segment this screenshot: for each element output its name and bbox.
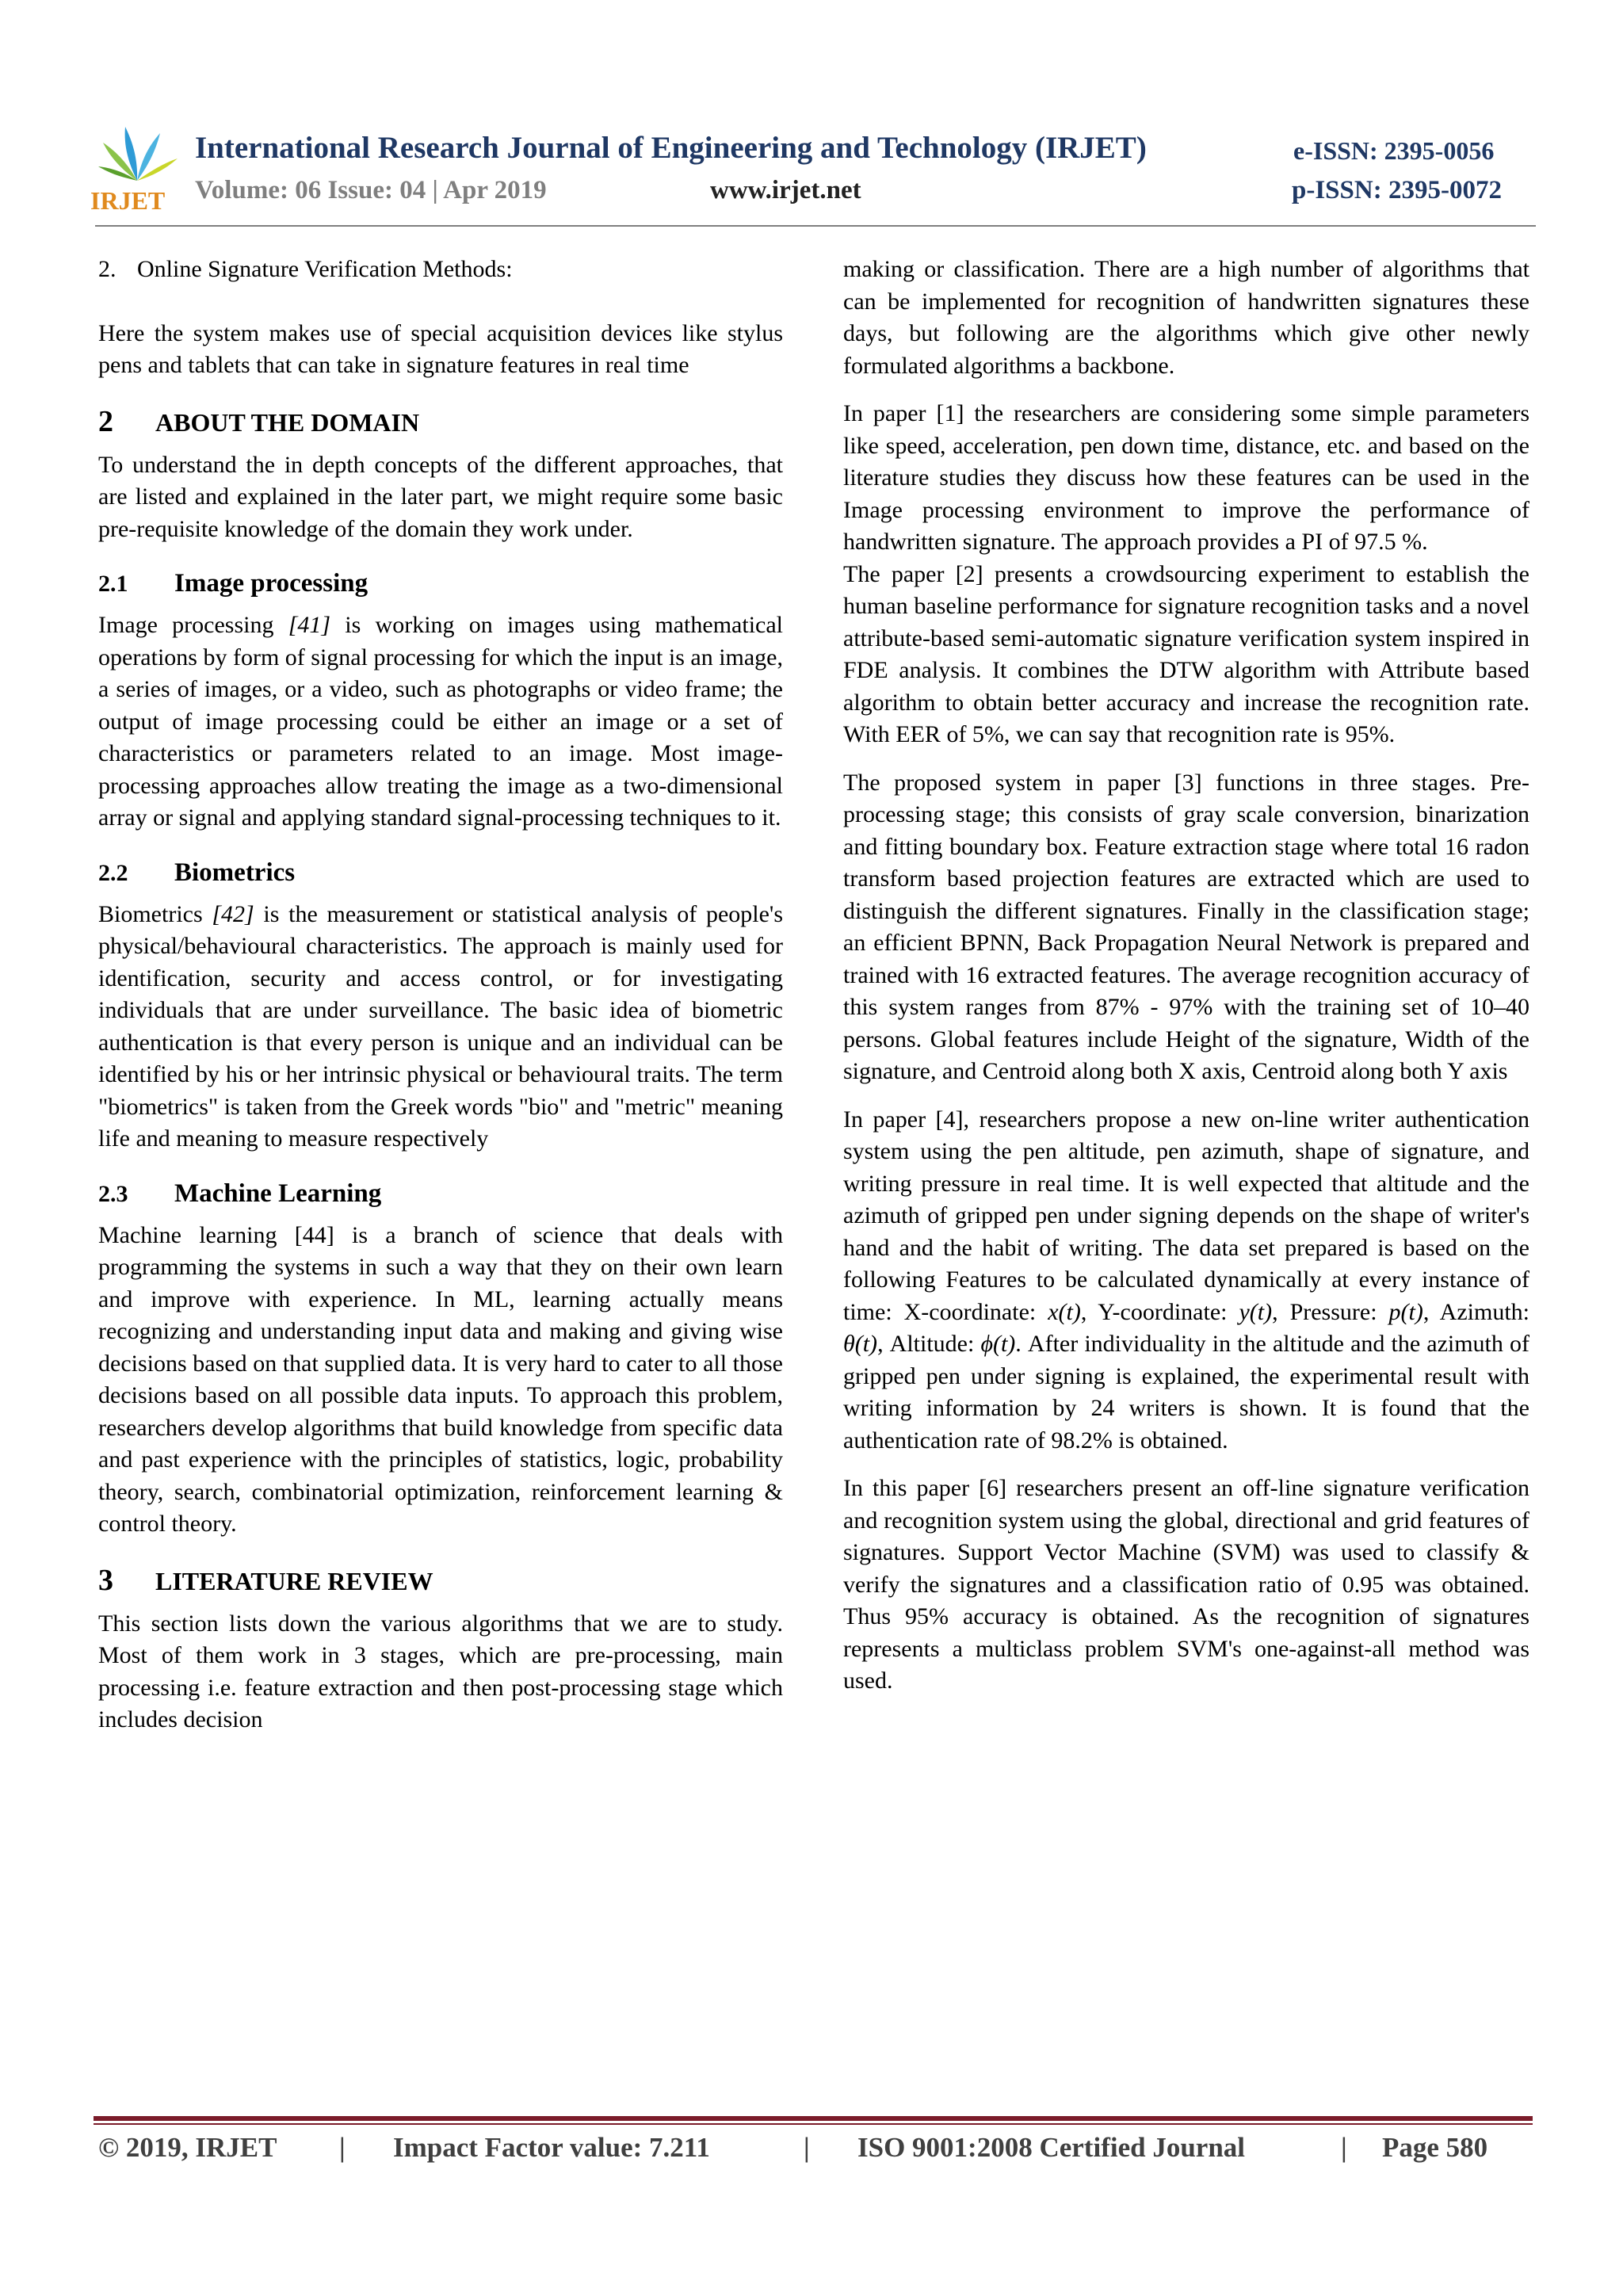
section-heading-literature-review [98,1563,783,1599]
list-item-body: Here the system makes use of special acquisition devices like stylus pens and tablets that can take in signature features in real time [98,319,783,378]
header-divider [95,225,1536,227]
paragraph: This section lists down the various algorithms that we are to study. Most of them work in 3 stages, which are pre-processing, main processing i.e. feature extraction and then post-processing stage which includes decision [98,1610,783,1733]
paragraph: In paper [4], researchers propose a new on-line writer authentication system using the pen altitude, pen azimuth, shape of signature, and writing pressure in real time. It is well expected that altitude and the azimuth of gripped pen under signing depends on the shape of writer's hand and the habit of writing. The data set prepared is based on the following Features to be calculated dynamically at every instance of time: X-coordinate: x(t), Y-coordinate: y(t), Pressure: p(t), Azimuth: θ(t), Altitude: ϕ(t). After individuality in the altitude and the azimuth of gripped pen under signing is explained, the experimental result with writing information by 24 writers is shown. It is found that the authentication rate of 98.2% is obtained. [843,1106,1530,1454]
website-link[interactable]: www.irjet.net [710,176,861,204]
section-heading-image-processing [98,566,783,602]
section-title: Image processing [174,569,369,598]
volume-issue: Volume: 06 Issue: 04 | Apr 2019 [195,176,547,204]
section-title: LITERATURE REVIEW [155,1566,433,1595]
paragraph: The proposed system in paper [3] functions in three stages. Pre-processing stage; this consists of gray scale conversion, binarization and fitting boundary box. Feature extraction stage where total 16 radon transform based projection features are extracted which are used to distinguish the different signatures. Finally in the classification stage; an efficient BPNN, Back Propagation Neural Network is prepared and trained with 16 extracted features. The average recognition accuracy of this system ranges from 87% - 97% with the training set of 10–40 persons. Global features include Height of the signature, Width of the signature, and Centroid along both X axis, Centroid along both Y axis [843,769,1529,1084]
logo-leaves-icon [98,127,178,181]
footer-impact-factor: Impact Factor value: 7.211 [393,2132,710,2163]
footer-iso: ISO 9001:2008 Certified Journal [857,2132,1246,2163]
paragraph: The paper [2] presents a crowdsourcing experiment to establish the human baseline performance for signature recognition tasks and a novel attribute-based semi-automatic signature verification system inspired in FDE analysis. It combines the DTW algorithm with Attribute based algorithm to obtain better accuracy and increase the recognition rate. With EER of 5%, we can say that recognition rate is 95%. [843,560,1529,747]
footer-separator: | [1341,2132,1347,2163]
math-var: x(t) [1048,1298,1081,1325]
e-issn: e-ISSN: 2395-0056 [1293,136,1495,165]
citation: [41] [288,612,331,638]
section-number: 2 [98,404,113,438]
math-var: θ(t) [843,1331,878,1357]
section-number: 2.1 [98,571,128,597]
math-var: p(t) [1388,1298,1423,1325]
section-heading-biometrics [98,855,783,891]
list-item-online-methods [98,254,783,286]
section-number: 3 [98,1563,113,1597]
math-var: y(t) [1239,1298,1273,1325]
section-title: Machine Learning [174,1179,382,1208]
paragraph: Image processing [41] is working on images using mathematical operations by form of signal processing for which the input is an image, a series of images, or a video, such as photographs or video frame; the output of image processing could be either an image or a set of characteristics or parameters related to an image. Most image-processing approaches allow treating the image as a two-dimensional array or signal and applying standard signal-processing techniques to it. [98,612,783,831]
math-var: ϕ(t) [980,1331,1016,1357]
paragraph: Machine learning [44] is a branch of science that deals with programming the systems in such a way that they on their own learn and improve with experience. In ML, learning actually means recognizing and understanding input data and making and giving wise decisions based on that supplied data. It is very hard to cater to all those decisions based on all possible data inputs. To approach this problem, researchers develop algorithms that build knowledge from specific data and past experience with the principles of statistics, logic, probability theory, search, combinatorial optimization, reinforcement learning & control theory. [98,1221,783,1537]
paragraph: making or classification. There are a high number of algorithms that can be implemented for recognition of handwritten signatures these days, but following are the algorithms which give other newly formulated algorithms a backbone. [843,256,1529,379]
section-title: ABOUT THE DOMAIN [155,407,420,437]
right-column [843,254,1529,1698]
footer-copyright: © 2019, IRJET [98,2132,277,2163]
paragraph: In this paper [6] researchers present an off-line signature verification and recognition system using the global, directional and grid features of signatures. Support Vector Machine (SVM) was used to classify & verify the signatures and a classification ratio of 0.95 was obtained. Thus 95% accuracy is obtained. As the recognition of signatures represents a multiclass problem SVM's one-against-all method was used. [843,1475,1529,1694]
footer-divider-thin [94,2123,1533,2125]
list-item-title: Online Signature Verification Methods: [137,256,513,282]
footer-page-number: Page 580 [1382,2132,1488,2163]
footer-separator: | [804,2132,810,2163]
section-title: Biometrics [174,858,296,887]
list-item-number: 2. [98,256,116,282]
section-number: 2.2 [98,859,128,886]
svg-text:IRJET: IRJET [90,186,166,214]
paragraph: Biometrics [42] is the measurement or statistical analysis of people's physical/behavioural characteristics. The approach is mainly used for identification, security and access control, or for investigating individuals that are under surveillance. The basic idea of biometric authentication is that every person is unique and an individual can be identified by his or her intrinsic physical or behavioural traits. The term "biometrics" is taken from the Greek words "bio" and "metric" meaning life and meaning to measure respectively [98,900,783,1152]
journal-title: International Research Journal of Engineering and Technology (IRJET) [195,131,1147,165]
section-heading-machine-learning [98,1176,783,1212]
section-number: 2.3 [98,1180,128,1207]
footer-separator: | [339,2132,346,2163]
citation: [42] [212,900,254,927]
paragraph: In paper [1] the researchers are considering some simple parameters like speed, acceleration, pen down time, distance, etc. and based on the literature studies they discuss how these features can be used in the Image processing environment to improve the performance of handwritten signature. The approach provides a PI of 97.5 %. [843,400,1529,555]
section-heading-about-domain [98,404,783,440]
irjet-logo [89,119,185,214]
paragraph: To understand the in depth concepts of the different approaches, that are listed and explained in the later part, we might require some basic pre-requisite knowledge of the domain they work under. [98,451,783,542]
footer-divider-thick [94,2116,1533,2121]
left-column [98,254,783,1736]
p-issn: p-ISSN: 2395-0072 [1292,176,1502,204]
